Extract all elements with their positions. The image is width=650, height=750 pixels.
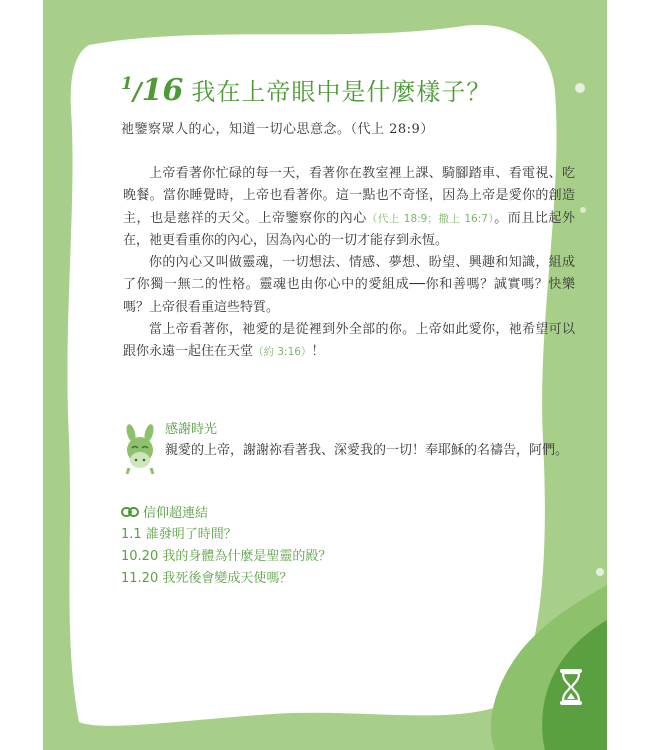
- scripture-ref: （代上 18:9；撒上 16:7）: [366, 212, 495, 225]
- paragraph-3-b: ！: [311, 344, 325, 360]
- thanks-label: 感謝時光: [165, 422, 218, 437]
- body-text: [123, 163, 575, 364]
- link-item[interactable]: 1.1 誰發明了時間？: [121, 527, 237, 542]
- key-verse: 祂鑒察眾人的心，知道一切心思意念。（代上 28:9）: [121, 122, 434, 137]
- link-item[interactable]: 11.20 我死後會變成天使嗎？: [121, 571, 293, 586]
- link-item[interactable]: 10.20 我的身體為什麼是聖靈的殿？: [121, 549, 332, 564]
- paragraph-1: [123, 163, 575, 252]
- page-title: [121, 72, 491, 108]
- page: [43, 0, 607, 750]
- hourglass-icon: [558, 668, 584, 706]
- links-list: [121, 524, 331, 590]
- day-sup: 1: [121, 74, 133, 94]
- paragraph-1-b: 。而且比起外在，祂更看重你的內心，因為內心的一切才能存到永恆。: [123, 210, 575, 248]
- link-icon: [121, 505, 139, 519]
- donkey-mascot-icon: [121, 424, 159, 474]
- links-title: 信仰超連結: [143, 506, 209, 521]
- paragraph-1-a: 上帝看著你忙碌的每一天，看著你在教室裡上課、騎腳踏車、看電視、吃晚餐。當你睡覺時，上帝也看著你。這一點也不奇怪，因為上帝是愛你的創造主，也是慈祥的天父。上帝鑒察你的內心: [123, 166, 575, 226]
- day-slash: /: [132, 77, 142, 106]
- prayer-text: 親愛的上帝，謝謝祢看著我、深愛我的一切！奉耶穌的名禱告，阿們。: [165, 443, 569, 458]
- day-num: 16: [141, 73, 184, 108]
- paragraph-2: 你的內心又叫做靈魂，一切想法、情感、夢想、盼望、興趣和知識，組成了你獨一無二的性格。靈魂也由你心中的愛組成──你和善嗎？誠實嗎？快樂嗎？上帝很看重這些特質。: [123, 255, 575, 315]
- paragraph-3: [123, 319, 575, 364]
- scripture-ref: （約 3:16）: [253, 346, 312, 359]
- links-heading: [121, 502, 208, 521]
- title-text: 我在上帝眼中是什麼樣子？: [191, 78, 492, 106]
- day-number: [121, 73, 183, 108]
- paragraph-3-a: 當上帝看著你，祂愛的是從裡到外全部的你。上帝如此愛你，祂希望可以跟你永遠一起住在天堂: [123, 322, 575, 360]
